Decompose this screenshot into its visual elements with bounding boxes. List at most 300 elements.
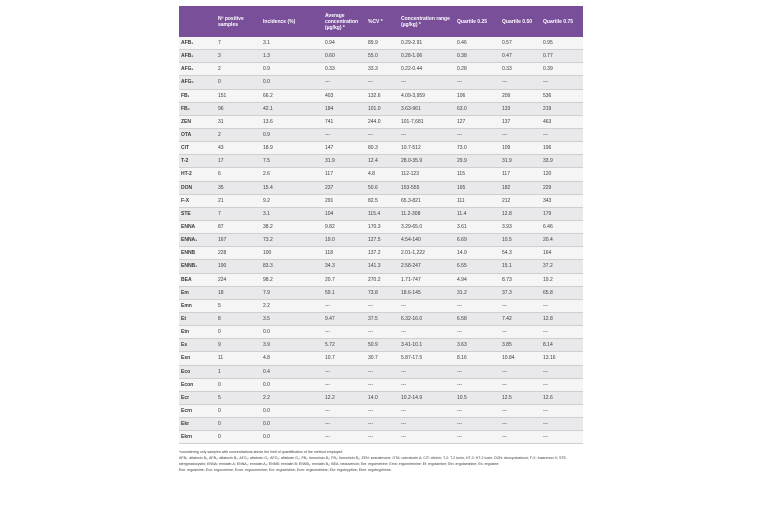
table-cell: 50.9 [366,339,399,352]
row-label-cell: AFB₂ [179,50,216,63]
table-cell: 1.3 [261,50,323,63]
table-cell: 112-123 [399,168,455,181]
row-label-cell: Eco [179,365,216,378]
table-cell: 9.47 [323,312,366,325]
table-cell: 224 [216,273,261,286]
table-cell: 7.5 [261,155,323,168]
table-cell: 6.55 [455,260,500,273]
table-cell: 18.6-145 [399,286,455,299]
table-cell: 6.46 [541,220,583,233]
table-cell: --- [366,404,399,417]
row-label-cell: ZEN [179,115,216,128]
table-cell: 96 [216,102,261,115]
table-cell: 73.8 [366,286,399,299]
table-cell: 2.2 [261,391,323,404]
table-cell: 10.5 [455,391,500,404]
table-cell: 8.73 [500,273,541,286]
table-cell: 0 [216,431,261,444]
table-row [179,220,583,233]
table-cell: 0.33 [500,63,541,76]
table-cell: 106 [455,89,500,102]
table-cell: 5 [216,299,261,312]
table-cell: 80.3 [366,142,399,155]
table-cell: 29.9 [455,155,500,168]
row-label-cell: Es [179,339,216,352]
table-cell: 10.84 [500,352,541,365]
table-cell: 12.4 [366,155,399,168]
table-cell: 101-7,681 [399,115,455,128]
table-cell: 34.3 [323,260,366,273]
table-cell: --- [541,404,583,417]
table-cell: 0 [216,418,261,431]
table-cell: 0.38 [455,50,500,63]
table-cell: 170.3 [366,220,399,233]
table-cell: 4.8 [261,352,323,365]
table-cell: 3.63-961 [399,102,455,115]
table-cell: --- [366,128,399,141]
table-cell: 21 [216,194,261,207]
table-cell: 229 [541,181,583,194]
table-cell: 403 [323,89,366,102]
table-row [179,194,583,207]
table-cell: 43 [216,142,261,155]
table-cell: 196 [541,142,583,155]
table-row [179,312,583,325]
table-cell: 0.22-0.44 [399,63,455,76]
table-cell: 5.72 [323,339,366,352]
table-cell: 212 [500,194,541,207]
table-cell: 101.0 [366,102,399,115]
row-label-cell: ENNA₁ [179,234,216,247]
table-cell: --- [399,365,455,378]
table-cell: --- [366,378,399,391]
table-cell: 0.0 [261,326,323,339]
header-cell: Incidence (%) [261,6,323,37]
table-cell: 5 [216,391,261,404]
row-label-cell: Econ [179,378,216,391]
table-cell: 0.9 [261,63,323,76]
table-cell: --- [323,365,366,378]
table-cell: 59.1 [323,286,366,299]
table-cell: 4.8 [366,168,399,181]
table-cell: 190 [216,260,261,273]
table-row [179,128,583,141]
table-cell: 2.58-247 [399,260,455,273]
table-cell: --- [455,431,500,444]
table-cell: --- [541,365,583,378]
table-cell: 115.4 [366,207,399,220]
table-cell: --- [500,128,541,141]
table-cell: 132.6 [366,89,399,102]
table-cell: 8.16 [455,352,500,365]
table-cell: 209 [500,89,541,102]
table-cell: 11.2-308 [399,207,455,220]
table-cell: --- [399,76,455,89]
table-cell: 0.60 [323,50,366,63]
table-cell: 31 [216,115,261,128]
table-cell: 98.2 [261,273,323,286]
table-row [179,286,583,299]
table-cell: 28.0-35.9 [399,155,455,168]
table-row [179,260,583,273]
table-row [179,273,583,286]
table-cell: --- [455,378,500,391]
table-cell: --- [399,128,455,141]
table-cell: 100 [261,247,323,260]
table-row [179,352,583,365]
table-cell: 2 [216,63,261,76]
table-cell: 38.2 [261,220,323,233]
table-cell: 12.8 [500,207,541,220]
header-cell [179,6,216,37]
table-cell: 82.5 [366,194,399,207]
table-cell: 6.69 [455,234,500,247]
table-cell: 536 [541,89,583,102]
table-cell: 179 [541,207,583,220]
table-cell: --- [323,404,366,417]
row-label-cell: F-X [179,194,216,207]
table-cell: 0.0 [261,378,323,391]
footnote: Esn: ergosinine; Eco: ergocornine; Econ: ergocorninine; Ecr: ergocristine; Ecrn: ergocristinine; Ekr: ergokryptine; Ekrn: ergokryptinine. [179,468,392,473]
table-row [179,168,583,181]
table-cell: 73.2 [261,234,323,247]
row-label-cell: Etn [179,326,216,339]
row-label-cell: BEA [179,273,216,286]
table-row [179,155,583,168]
table-cell: 182 [500,181,541,194]
header-cell: Nº positive samples [216,6,261,37]
table-cell: --- [455,365,500,378]
table-cell: 7 [216,207,261,220]
table-row [179,89,583,102]
table-cell: --- [455,76,500,89]
table-cell: 18.9 [261,142,323,155]
table-cell: 127.5 [366,234,399,247]
table-cell: 15.1 [500,260,541,273]
table-cell: 6.58 [455,312,500,325]
header-cell: %CV * [366,6,399,37]
table-cell: 19.2 [541,273,583,286]
table-cell: 8.14 [541,339,583,352]
table-cell: --- [455,299,500,312]
table-cell: --- [399,299,455,312]
table-cell: 3.29-65.0 [399,220,455,233]
table-cell: 343 [541,194,583,207]
table-cell: 1.71-747 [399,273,455,286]
table-cell: 0.47 [500,50,541,63]
table-cell: 291 [323,194,366,207]
table-cell: 219 [541,102,583,115]
table-row [179,142,583,155]
table-cell: --- [455,128,500,141]
table-cell: 0 [216,76,261,89]
table-cell: 14.0 [366,391,399,404]
footnote: *considering only samples with concentrations above the limit of quantification of the method employed [179,450,343,455]
table-cell: 3.5 [261,312,323,325]
table-cell: --- [323,418,366,431]
table-cell: 31.9 [500,155,541,168]
table-cell: 270.2 [366,273,399,286]
table-cell: 15.4 [261,181,323,194]
row-label-cell: FB₂ [179,102,216,115]
table-cell: 35 [216,181,261,194]
table-cell: 104 [323,207,366,220]
table-row [179,326,583,339]
table-cell: 37.3 [500,286,541,299]
table-cell: 13.6 [261,115,323,128]
table-cell: 117 [323,168,366,181]
table-row [179,247,583,260]
table-cell: --- [323,76,366,89]
header-cell: Concentration range (µg/kg) * [399,6,455,37]
table-cell: 0 [216,326,261,339]
table-cell: 3.1 [261,37,323,50]
table-cell: 0.77 [541,50,583,63]
table-cell: 54.3 [500,247,541,260]
table-cell: --- [541,326,583,339]
table-cell: 0.9 [261,128,323,141]
table-cell: 137 [500,115,541,128]
table-cell: 0.28-1.06 [399,50,455,63]
table-cell: 33.3 [366,63,399,76]
table-cell: 3.63 [455,339,500,352]
table-row [179,50,583,63]
table-cell: 741 [323,115,366,128]
table-cell: --- [323,431,366,444]
table-cell: 0.28 [455,63,500,76]
table-cell: --- [500,76,541,89]
table-cell: 50.6 [366,181,399,194]
row-label-cell: T-2 [179,155,216,168]
table-cell: 127 [455,115,500,128]
table-cell: 2.6 [261,168,323,181]
row-label-cell: Em [179,286,216,299]
table-cell: 4.54-140 [399,234,455,247]
table-cell: 63.0 [455,102,500,115]
table-cell: --- [541,378,583,391]
table-cell: 7.42 [500,312,541,325]
table-cell: --- [399,418,455,431]
table-cell: 65.3-821 [399,194,455,207]
table-cell: 7 [216,37,261,50]
table-cell: 0 [216,378,261,391]
table-cell: 14.9 [455,247,500,260]
table-cell: 11 [216,352,261,365]
table-cell: 18 [216,286,261,299]
table-cell: 167 [216,234,261,247]
table-cell: --- [323,326,366,339]
table-cell: --- [500,299,541,312]
table-cell: 141.3 [366,260,399,273]
table-cell: 87 [216,220,261,233]
header-cell: Quartile 0.25 [455,6,500,37]
row-label-cell: DON [179,181,216,194]
table-cell: --- [366,431,399,444]
table-cell: 9.82 [323,220,366,233]
table-cell: 17 [216,155,261,168]
table-body [179,37,583,444]
table-cell: --- [500,378,541,391]
table-cell: 11.4 [455,207,500,220]
document-page [179,6,583,473]
table-cell: 30.7 [366,352,399,365]
table-cell: 0 [216,404,261,417]
row-label-cell: Et [179,312,216,325]
footnote: AFB₁: aflatoxin B₁; AFB₂: aflatoxin B₂; AFG₁: aflatoxin G₁; AFG₂: aflatoxin G₂; FB₁: fumonisin B₁; FB₂: fumonisin B₂; ZEN: zearalenone; OTA: ochratoxin A; CIT: citrinin; T-2: T-2 toxin; HT-2: HT-2 toxin; DON: deoxynivalenol; F-X: fusarenon X; STE: sterigmatocystin; ENNA: enniatin A; ENNA₁: enniatin A₁; ENNB: enniatin B; ENNB₁: enniatin B₁; BEA: beauvericin; Em: ergometrine; Emn: ergometrinine; Et: ergotamine; Etn: ergotaminine; Es: ergosine; [179,456,567,467]
mycotoxin-table [179,6,583,444]
table-cell: 0.0 [261,404,323,417]
table-cell: --- [366,365,399,378]
table-cell: 0.0 [261,76,323,89]
table-cell: 3.9 [261,339,323,352]
table-cell: 0.39 [541,63,583,76]
table-cell: --- [541,431,583,444]
row-label-cell: AFG₂ [179,76,216,89]
row-label-cell: FB₁ [179,89,216,102]
table-cell: --- [323,378,366,391]
table-cell: 4.09-3,959 [399,89,455,102]
table-cell: 37.5 [366,312,399,325]
header-cell: Average concentration (µg/kg) * [323,6,366,37]
table-cell: 118 [323,247,366,260]
table-cell: 3.61 [455,220,500,233]
table-cell: 111 [455,194,500,207]
table-cell: --- [455,418,500,431]
row-label-cell: ENNB [179,247,216,260]
table-cell: --- [541,418,583,431]
table-cell: 8 [216,312,261,325]
table-cell: 42.1 [261,102,323,115]
table-header-row [179,6,583,37]
table-cell: 0.0 [261,418,323,431]
table-cell: 109 [500,142,541,155]
table-cell: 120 [541,168,583,181]
table-row [179,102,583,115]
table-row [179,431,583,444]
table-cell: --- [366,418,399,431]
table-cell: 6.32-16.0 [399,312,455,325]
table-cell: 2.2 [261,299,323,312]
table-cell: 0.0 [261,431,323,444]
table-cell: --- [500,418,541,431]
row-label-cell: Ekrn [179,431,216,444]
table-row [179,365,583,378]
table-cell: 20.4 [541,234,583,247]
table-cell: 5.87-17.5 [399,352,455,365]
table-row [179,37,583,50]
row-label-cell: AFG₁ [179,63,216,76]
table-cell: 31.2 [455,286,500,299]
table-cell: --- [541,299,583,312]
table-cell: --- [500,431,541,444]
row-label-cell: OTA [179,128,216,141]
table-cell: 12.2 [323,391,366,404]
table-cell: 184 [323,102,366,115]
table-cell: --- [323,299,366,312]
table-cell: 463 [541,115,583,128]
table-cell: --- [541,76,583,89]
row-label-cell: ENNA [179,220,216,233]
table-cell: --- [399,378,455,391]
row-label-cell: AFB₁ [179,37,216,50]
table-footnotes [179,449,583,473]
table-cell: --- [455,326,500,339]
table-cell: 12.5 [500,391,541,404]
table-cell: 73.0 [455,142,500,155]
table-cell: 0.46 [455,37,500,50]
table-cell: 137.2 [366,247,399,260]
row-label-cell: Ecr [179,391,216,404]
table-row [179,418,583,431]
table-cell: 65.8 [541,286,583,299]
table-row [179,207,583,220]
table-cell: --- [500,326,541,339]
table-row [179,391,583,404]
header-cell: Quartile 0.75 [541,6,583,37]
table-cell: --- [399,404,455,417]
table-cell: 13.16 [541,352,583,365]
table-cell: 165 [455,181,500,194]
table-cell: --- [366,326,399,339]
table-cell: 164 [541,247,583,260]
table-cell: 2.01-1,222 [399,247,455,260]
table-row [179,378,583,391]
table-cell: 12.8 [541,312,583,325]
table-cell: 4.94 [455,273,500,286]
table-cell: 3.1 [261,207,323,220]
table-cell: 37.2 [541,260,583,273]
row-label-cell: Ecrn [179,404,216,417]
table-cell: 9 [216,339,261,352]
table-cell: 10.5 [500,234,541,247]
table-cell: --- [323,128,366,141]
table-cell: 10.7-512 [399,142,455,155]
table-cell: 66.2 [261,89,323,102]
table-cell: 33.9 [541,155,583,168]
table-row [179,299,583,312]
row-label-cell: Ekr [179,418,216,431]
table-row [179,76,583,89]
table-cell: 244.0 [366,115,399,128]
table-cell: --- [500,365,541,378]
table-cell: --- [366,76,399,89]
table-cell: 0.4 [261,365,323,378]
row-label-cell: HT-2 [179,168,216,181]
table-row [179,115,583,128]
table-cell: 153-555 [399,181,455,194]
table-cell: --- [366,299,399,312]
table-cell: --- [500,404,541,417]
table-cell: 3.85 [500,339,541,352]
table-cell: 3.41-10.1 [399,339,455,352]
table-cell: 83.3 [261,260,323,273]
table-cell: 1 [216,365,261,378]
table-cell: --- [399,326,455,339]
table-row [179,404,583,417]
table-cell: 0.94 [323,37,366,50]
table-cell: 89.9 [366,37,399,50]
table-cell: 3.93 [500,220,541,233]
row-label-cell: STE [179,207,216,220]
table-cell: 10.2-14.9 [399,391,455,404]
table-cell: 0.33 [323,63,366,76]
table-row [179,63,583,76]
table-cell: 237 [323,181,366,194]
table-cell: 133 [500,102,541,115]
table-cell: 151 [216,89,261,102]
table-cell: 9.2 [261,194,323,207]
row-label-cell: Esn [179,352,216,365]
